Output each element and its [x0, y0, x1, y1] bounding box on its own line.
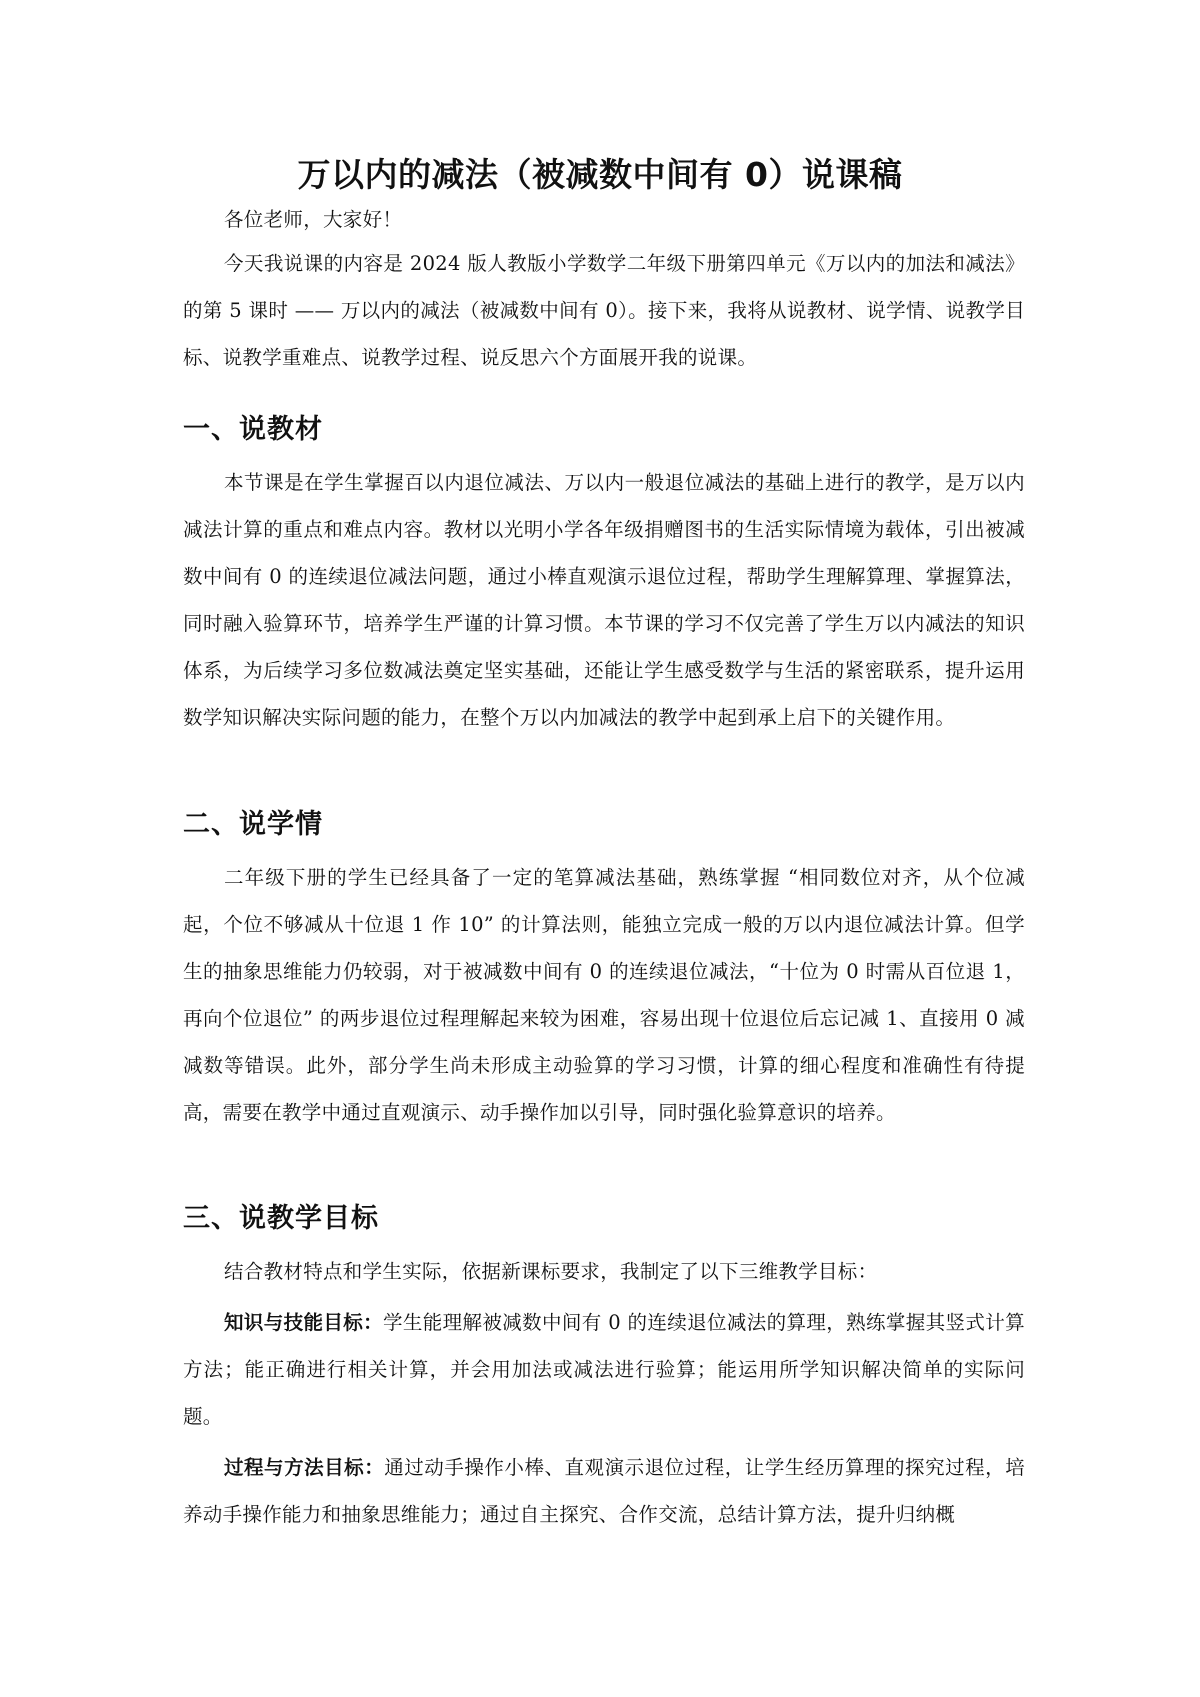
- goal-process-paragraph: [183, 1444, 1025, 1538]
- goal-knowledge-text: 学生能理解被减数中间有 0 的连续退位减法的算理，熟练掌握其竖式计算方法；能正确进行相关计算，并会用加法或减法进行验算；能运用所学知识解决简单的实际问题。: [183, 1311, 1025, 1428]
- section-body-students: 二年级下册的学生已经具备了一定的笔算减法基础，熟练掌握 “相同数位对齐，从个位减起，个位不够减从十位退 1 作 10” 的计算法则，能独立完成一般的万以内退位减法计算。但学生的抽象思维能力仍较弱，对于被减数中间有 0 的连续退位减法，“十位为 0 时需从百位退 1，再向个位退位” 的两步退位过程理解起来较为困难，容易出现十位退位后忘记减 1、直接用 0 减减数等错误。此外，部分学生尚未形成主动验算的学习习惯，计算的细心程度和准确性有待提高，需要在教学中通过直观演示、动手操作加以引导，同时强化验算意识的培养。: [183, 866, 1025, 1124]
- section-body-textbook: 本节课是在学生掌握百以内退位减法、万以内一般退位减法的基础上进行的教学，是万以内减法计算的重点和难点内容。教材以光明小学各年级捐赠图书的生活实际情境为载体，引出被减数中间有 0 的连续退位减法问题，通过小棒直观演示退位过程，帮助学生理解算理、掌握算法，同时融入验算环节，培养学生严谨的计算习惯。本节课的学习不仅完善了学生万以内减法的知识体系，为后续学习多位数减法奠定坚实基础，还能让学生感受数学与生活的紧密联系，提升运用数学知识解决实际问题的能力，在整个万以内加减法的教学中起到承上启下的关键作用。: [183, 471, 1025, 729]
- section-heading-textbook: 一、说教材: [183, 414, 323, 445]
- goal-knowledge-paragraph: [183, 1299, 1025, 1440]
- goal-knowledge-label: 知识与技能目标：: [224, 1311, 384, 1334]
- intro-paragraph: 今天我说课的内容是 2024 版人教版小学数学二年级下册第四单元《万以内的加法和减法》的第 5 课时 —— 万以内的减法（被减数中间有 0）。接下来，我将从说教材、说学情、说教学目标、说教学重难点、说教学过程、说反思六个方面展开我的说课。: [183, 252, 1025, 369]
- goals-intro-paragraph: 结合教材特点和学生实际，依据新课标要求，我制定了以下三维教学目标：: [224, 1260, 878, 1283]
- section-heading-goals: 三、说教学目标: [183, 1203, 379, 1234]
- document-title: 万以内的减法（被减数中间有 0）说课稿: [297, 155, 903, 194]
- section-heading-students: 二、说学情: [183, 809, 323, 840]
- greeting-paragraph: 各位老师，大家好！: [224, 208, 403, 231]
- goal-process-label: 过程与方法目标：: [224, 1456, 385, 1479]
- goal-process-text: 通过动手操作小棒、直观演示退位过程，让学生经历算理的探究过程，培养动手操作能力和抽象思维能力；通过自主探究、合作交流，总结计算方法，提升归纳概: [183, 1456, 1025, 1526]
